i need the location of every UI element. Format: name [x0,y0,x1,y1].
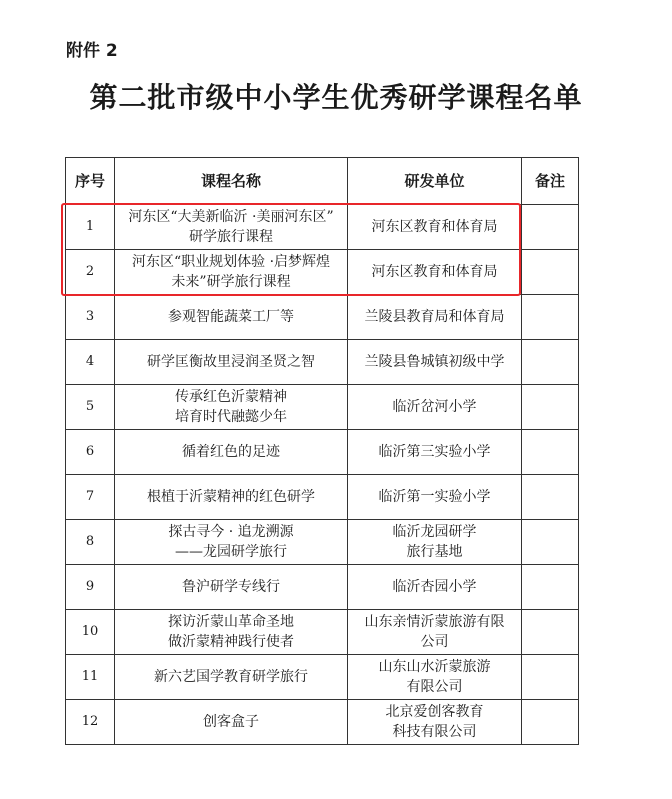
course-name-line: 河东区“职业规划体验 ·启梦辉煌 [131,254,331,270]
course-name-line: 探访沂蒙山革命圣地 [168,614,294,630]
developer-unit-line: 山东亲情沂蒙旅游有限 [364,614,505,630]
row-number: 2 [66,250,115,295]
header-num: 序号 [66,158,115,205]
remark-cell [522,295,579,340]
row-number: 4 [66,340,115,385]
table-row [66,610,579,655]
course-name-line: 培育时代融懿少年 [175,409,287,425]
course-name-cell [115,385,348,430]
remark-cell [522,475,579,520]
developer-unit-line: 有限公司 [406,679,463,695]
course-name-line: 研学匡衡故里浸润圣贤之智 [147,354,315,370]
row-number: 11 [66,655,115,700]
course-name-cell [115,340,348,385]
developer-unit-line: 公司 [420,634,449,650]
course-name-line: 研学旅行课程 [189,229,273,245]
developer-unit-line: 临沂岔河小学 [392,399,477,415]
document-title: 第二批市级中小学生优秀研学课程名单 [89,81,583,114]
course-name-cell [115,520,348,565]
course-name-cell [115,700,348,745]
course-name-line: 新六艺国学教育研学旅行 [154,669,308,685]
row-number: 5 [66,385,115,430]
developer-unit-cell [348,565,522,610]
row-number: 8 [66,520,115,565]
course-name-line: 鲁沪研学专线行 [182,579,280,595]
developer-unit-cell [348,520,522,565]
course-name-line: 参观智能蔬菜工厂等 [168,309,294,325]
table-row [66,520,579,565]
developer-unit-line: 北京爱创客教育 [385,704,484,720]
table-row [66,295,579,340]
developer-unit-cell [348,475,522,520]
header-unit: 研发单位 [348,158,522,205]
developer-unit-cell [348,295,522,340]
course-name-cell [115,295,348,340]
table-row [66,565,579,610]
developer-unit-line: 兰陵县鲁城镇初级中学 [364,354,505,370]
remark-cell [522,610,579,655]
remark-cell [522,520,579,565]
table-row [66,340,579,385]
developer-unit-cell [348,430,522,475]
developer-unit-line: 河东区教育和体育局 [371,264,498,280]
header-course: 课程名称 [115,158,348,205]
course-name-line: 传承红色沂蒙精神 [175,389,287,405]
developer-unit-cell [348,655,522,700]
course-name-line: 循着红色的足迹 [182,444,280,460]
remark-cell [522,655,579,700]
header-remark: 备注 [522,158,579,205]
remark-cell [522,205,579,250]
developer-unit-line: 旅行基地 [406,544,463,560]
row-number: 12 [66,700,115,745]
course-name-cell [115,610,348,655]
developer-unit-line: 河东区教育和体育局 [371,219,498,235]
remark-cell [522,385,579,430]
course-name-line: 做沂蒙精神践行使者 [168,634,294,650]
developer-unit-line: 兰陵县教育局和体育局 [364,309,505,325]
developer-unit-cell [348,610,522,655]
developer-unit-line: 临沂龙园研学 [392,524,477,540]
developer-unit-cell [348,385,522,430]
developer-unit-cell [348,700,522,745]
attachment-label: 附件 2 [66,41,118,61]
course-name-line: 探古寻今 · 追龙溯源 [168,524,294,540]
course-name-cell [115,565,348,610]
remark-cell [522,340,579,385]
developer-unit-line: 临沂第三实验小学 [378,444,491,460]
row-number: 7 [66,475,115,520]
course-name-line: 根植于沂蒙精神的红色研学 [147,489,315,505]
developer-unit-line: 临沂杏园小学 [392,579,477,595]
course-name-line: ——龙园研学旅行 [175,544,287,560]
table-row [66,385,579,430]
course-name-cell [115,475,348,520]
remark-cell [522,250,579,295]
course-name-line: 河东区“大美新临沂 ·美丽河东区” [128,209,334,225]
row-number: 3 [66,295,115,340]
row-number: 1 [66,205,115,250]
remark-cell [522,700,579,745]
course-name-line: 创客盒子 [203,714,259,730]
developer-unit-line: 山东山水沂蒙旅游 [378,659,491,675]
remark-cell [522,430,579,475]
row-number: 9 [66,565,115,610]
table-row [66,475,579,520]
row-number: 6 [66,430,115,475]
course-name-line: 未来”研学旅行课程 [171,274,291,290]
table-row [66,655,579,700]
table-row [66,430,579,475]
course-name-cell [115,430,348,475]
row-number: 10 [66,610,115,655]
table-row [66,700,579,745]
highlight-box [61,203,521,296]
course-name-cell [115,655,348,700]
developer-unit-line: 临沂第一实验小学 [378,489,491,505]
developer-unit-line: 科技有限公司 [392,724,477,740]
developer-unit-cell [348,340,522,385]
remark-cell [522,565,579,610]
table-header-row [66,158,579,205]
